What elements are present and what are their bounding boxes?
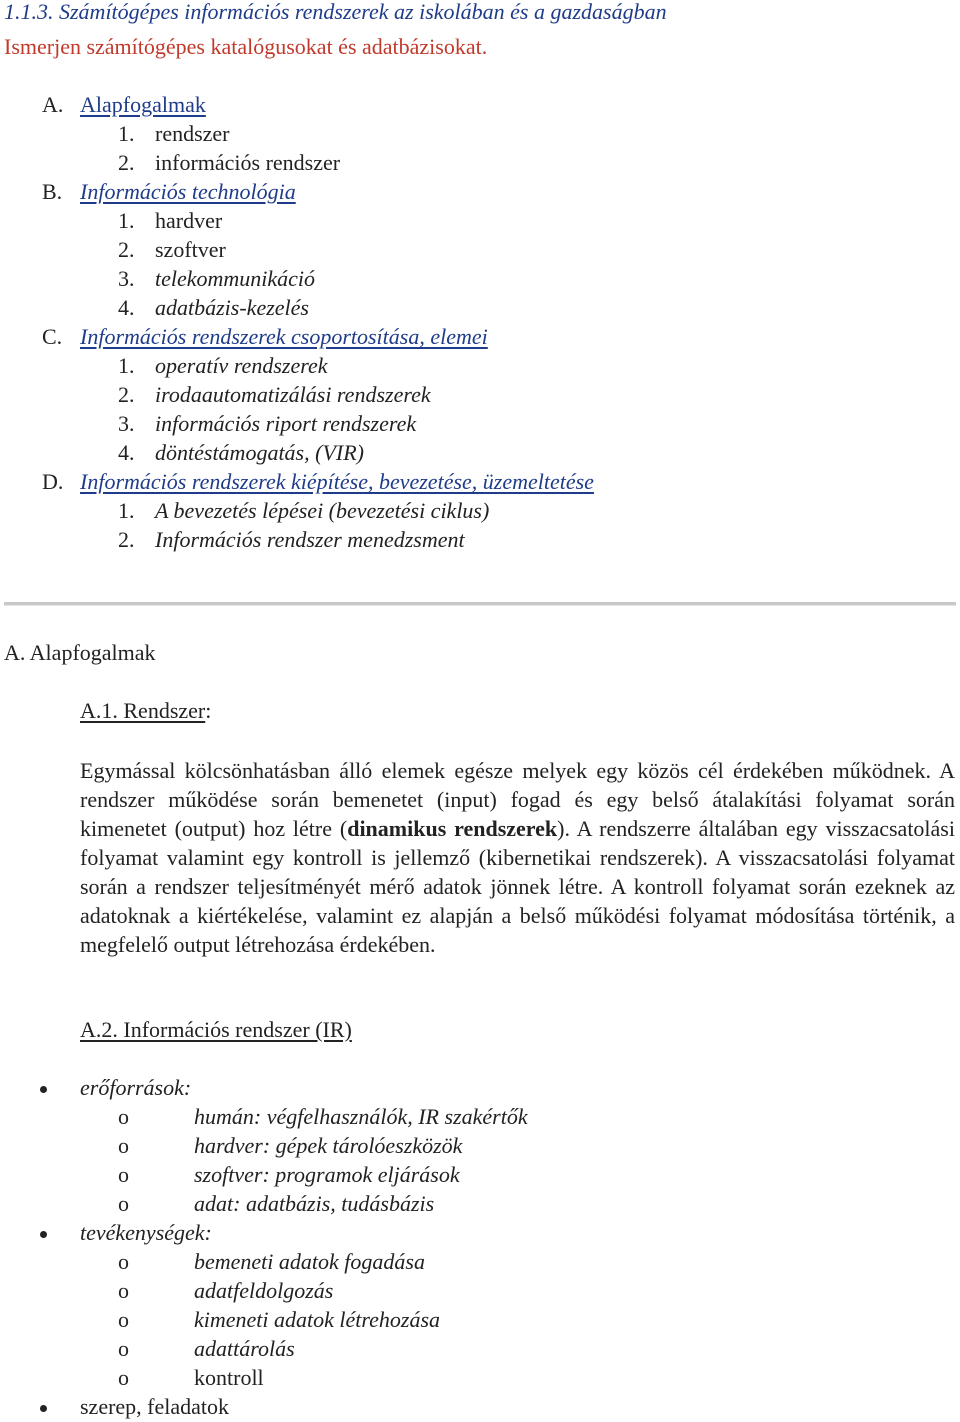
outline-item	[118, 206, 222, 235]
outline-section-c	[42, 322, 488, 351]
sub-bullet-text: adat: adatbázis, tudásbázis	[194, 1191, 435, 1216]
item-label: irodaautomatizálási rendszerek	[155, 382, 431, 407]
sub-bullet-text: humán: végfelhasználók, IR szakértők	[194, 1104, 528, 1129]
sub-bullet	[118, 1189, 434, 1218]
circle-marker: o	[118, 1133, 129, 1158]
outline-item	[118, 380, 431, 409]
sub-bullet-text: adatfeldolgozás	[194, 1278, 334, 1303]
paragraph-text: Egymással kölcsönhatásban álló elemek egésze melyek egy közös cél érdekében működnek. A rendszer működése során bemenetet (input) fogad és egy belső átalakítási folyamat során kimenetet (output) hoz létre (	[80, 758, 955, 841]
outline-link-informacios-technologia[interactable]: Információs technológia	[80, 179, 296, 204]
item-number: 2.	[118, 527, 135, 552]
item-number: 4.	[118, 440, 135, 465]
outline-item	[118, 119, 230, 148]
horizontal-divider	[4, 602, 956, 606]
item-label: A bevezetés lépései (bevezetési ciklus)	[155, 498, 490, 523]
item-label: telekommunikáció	[155, 266, 316, 291]
circle-marker: o	[118, 1307, 129, 1332]
outline-item	[118, 293, 309, 322]
circle-marker: o	[118, 1104, 129, 1129]
circle-marker: o	[118, 1191, 129, 1216]
sub-bullet	[118, 1131, 462, 1160]
subsection-heading-ir: A.2. Információs rendszer (IR)	[80, 1017, 352, 1042]
outline-letter: B.	[42, 179, 63, 204]
subsection-heading-text: A.1. Rendszer	[80, 698, 206, 723]
circle-marker: o	[118, 1278, 129, 1303]
item-number: 4.	[118, 295, 135, 320]
circle-marker: o	[118, 1162, 129, 1187]
item-number: 3.	[118, 266, 135, 291]
circle-marker: o	[118, 1365, 129, 1390]
item-number: 2.	[118, 382, 135, 407]
item-number: 1.	[118, 498, 135, 523]
item-label: operatív rendszerek	[155, 353, 328, 378]
outline-section-a	[42, 90, 206, 119]
item-label: információs rendszer	[155, 150, 341, 175]
section-title: 1.1.3. Számítógépes információs rendszerek az iskolában és a gazdaságban	[4, 0, 667, 24]
definition-paragraph	[80, 756, 955, 959]
sub-bullet-text: bemeneti adatok fogadása	[194, 1249, 425, 1274]
section-heading: A. Alapfogalmak	[4, 640, 156, 665]
sub-bullet-text: kontroll	[194, 1365, 264, 1390]
sub-bullet-text: kimeneti adatok létrehozása	[194, 1307, 441, 1332]
item-number: 1.	[118, 208, 135, 233]
sub-bullet-text: hardver: gépek tárolóeszközök	[194, 1133, 463, 1158]
outline-item	[118, 351, 328, 380]
item-number: 1.	[118, 121, 135, 146]
outline-letter: D.	[42, 469, 64, 494]
item-label: hardver	[155, 208, 223, 233]
paragraph-text: ). A rendszerre általában egy visszacsatolási folyamat valamint egy kontroll is jellemző (kibernetikai rendszerek). A visszacsatolási folyamat során a rendszer teljesítményét mérő adatok jönnek létre. A kontroll folyamat során ezeknek az adatoknak a kiértékelése, valamint ez alapján a belső működési folyamat módosítása történik, a megfelelő output létrehozása érdekében.	[80, 816, 955, 957]
outline-section-b	[42, 177, 296, 206]
subsection-heading-rendszer	[80, 696, 211, 725]
outline-letter: A.	[42, 92, 64, 117]
outline-letter: C.	[42, 324, 63, 349]
outline-item	[118, 525, 465, 554]
sub-bullet-text: adattárolás	[194, 1336, 295, 1361]
item-number: 2.	[118, 237, 135, 262]
outline-link-kiepitese[interactable]: Információs rendszerek kiépítése, bevezetése, üzemeltetése	[80, 469, 594, 494]
sub-bullet	[118, 1276, 333, 1305]
learning-objective: Ismerjen számítógépes katalógusokat és adatbázisokat.	[4, 34, 488, 59]
bold-term: dinamikus rendszerek	[347, 816, 558, 841]
sub-bullet	[118, 1102, 528, 1131]
outline-link-alapfogalmak[interactable]: Alapfogalmak	[80, 92, 206, 117]
bullet-label: szerep, feladatok	[80, 1394, 230, 1419]
bullet-label: tevékenységek:	[80, 1220, 212, 1245]
item-label: szoftver	[155, 237, 226, 262]
item-number: 3.	[118, 411, 135, 436]
outline-item	[118, 264, 315, 293]
sub-bullet	[118, 1305, 440, 1334]
item-number: 2.	[118, 150, 135, 175]
bullet-label: erőforrások:	[80, 1075, 192, 1100]
outline-section-d	[42, 467, 594, 496]
outline-link-csoportositasa[interactable]: Információs rendszerek csoportosítása, elemei	[80, 324, 488, 349]
heading-colon: :	[205, 698, 212, 723]
outline-item	[118, 235, 226, 264]
circle-marker: o	[118, 1249, 129, 1274]
sub-bullet	[118, 1247, 425, 1276]
item-label: döntéstámogatás, (VIR)	[155, 440, 364, 465]
bullet-dot	[40, 1405, 47, 1412]
outline-item	[118, 409, 416, 438]
item-label: Információs rendszer menedzsment	[155, 527, 465, 552]
bullet-dot	[40, 1086, 47, 1093]
outline-item	[118, 438, 364, 467]
sub-bullet	[118, 1160, 460, 1189]
item-label: rendszer	[155, 121, 230, 146]
sub-bullet-text: szoftver: programok eljárások	[194, 1162, 460, 1187]
item-label: információs riport rendszerek	[155, 411, 417, 436]
sub-bullet	[118, 1363, 264, 1392]
outline-item	[118, 496, 489, 525]
bullet-dot	[40, 1231, 47, 1238]
sub-bullet	[118, 1334, 295, 1363]
outline-item	[118, 148, 340, 177]
item-number: 1.	[118, 353, 135, 378]
circle-marker: o	[118, 1336, 129, 1361]
item-label: adatbázis-kezelés	[155, 295, 309, 320]
